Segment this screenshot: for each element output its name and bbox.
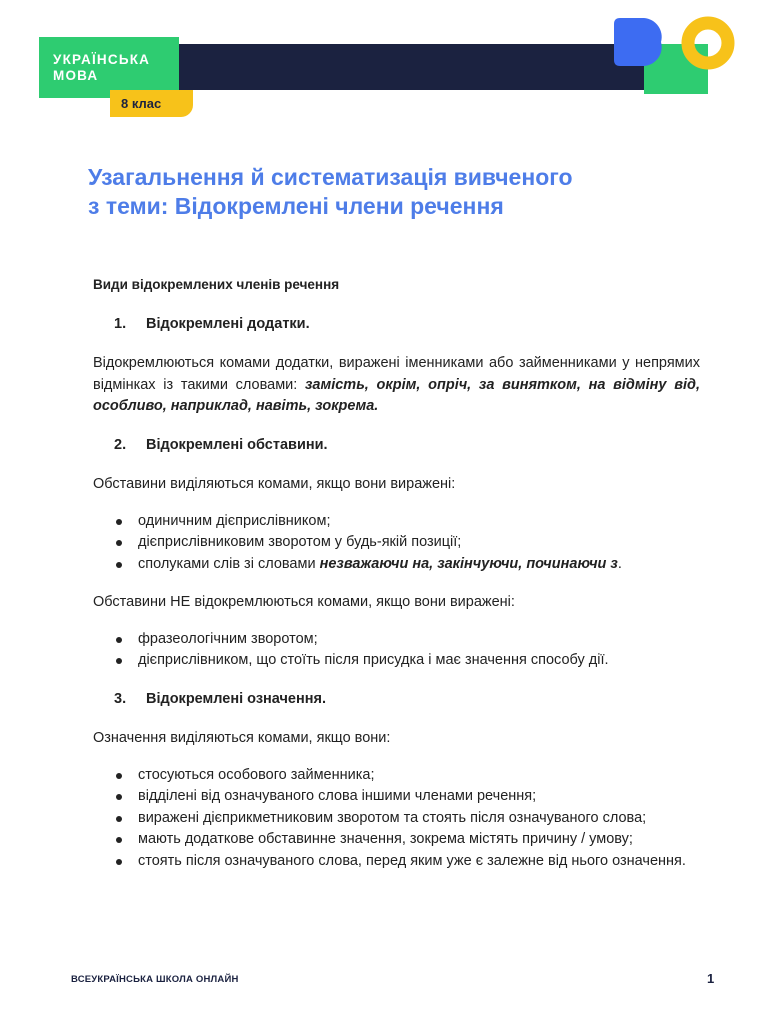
heading-number: 3.: [114, 690, 127, 707]
heading-text: Відокремлені обставини.: [146, 436, 328, 453]
paragraph-attributes-intro: Означення виділяються комами, якщо вони:: [93, 730, 391, 746]
list-item: дієприслівником, що стоїть після присудка і має значення способу дії.: [93, 650, 700, 672]
heading-separated-adverbials: [93, 435, 700, 457]
paragraph-text: Відокремлюються комами додатки, виражені іменниками або займенниками у непрямих відмінках із такими словами:: [93, 355, 700, 393]
heading-number: 2.: [114, 436, 127, 453]
page-number: 1: [707, 971, 715, 986]
list-item: стосуються особового займенника;: [93, 765, 700, 787]
list-item-emphasis: незважаючи на, закінчуючи, починаючи з: [319, 555, 618, 572]
section-title: Види відокремлених членів речення: [93, 277, 340, 292]
school-logo-icon: [614, 16, 736, 94]
list-item: фразеологічним зворотом;: [93, 629, 700, 651]
paragraph-adverbials-not: Обставини НЕ відокремлюються комами, якщо вони виражені:: [93, 594, 515, 610]
paragraph-adverbials-intro: Обставини виділяються комами, якщо вони виражені:: [93, 476, 456, 492]
bullet-list-adverbials: [93, 511, 700, 576]
list-item: стоять після означуваного слова, перед яким уже є залежне від нього означення.: [93, 851, 700, 873]
paragraph-emphasis: замість, окрім, опріч, за винятком, на відміну від, особливо, наприклад, навіть, зокрема.: [93, 376, 700, 414]
heading-number: 1.: [114, 315, 127, 332]
paragraph-objects: [93, 353, 700, 418]
bullet-list-attributes: [93, 765, 700, 873]
subject-line-2: МОВА: [53, 68, 99, 83]
content: [93, 274, 700, 889]
grade-badge: 8 клас: [110, 90, 193, 117]
heading-separated-objects: [93, 314, 700, 336]
page-title: [88, 163, 708, 221]
list-item-end: .: [617, 555, 622, 572]
list-item: мають додаткове обставинне значення, зокрема містять причину / умову;: [93, 829, 700, 851]
list-item-text: сполуками слів зі словами: [138, 555, 320, 572]
list-item: виражені дієприкметниковим зворотом та стоять після означуваного слова;: [93, 808, 700, 830]
list-item: одиничним дієприслівником;: [93, 511, 700, 533]
list-item: [93, 554, 700, 576]
heading-text: Відокремлені додатки.: [146, 315, 310, 332]
bullet-list-adverbials-not: [93, 629, 700, 672]
subject-badge: [39, 37, 179, 98]
title-line-2: з теми: Відокремлені члени речення: [88, 193, 504, 219]
subject-line-1: УКРАЇНСЬКА: [53, 52, 151, 67]
heading-separated-attributes: [93, 689, 700, 711]
footer-school-name: ВСЕУКРАЇНСЬКА ШКОЛА ОНЛАЙН: [71, 974, 239, 985]
title-line-1: Узагальнення й систематизація вивченого: [88, 164, 573, 190]
list-item: дієприслівниковим зворотом у будь-якій позиції;: [93, 532, 700, 554]
list-item: відділені від означуваного слова іншими членами речення;: [93, 786, 700, 808]
heading-text: Відокремлені означення.: [146, 690, 326, 707]
